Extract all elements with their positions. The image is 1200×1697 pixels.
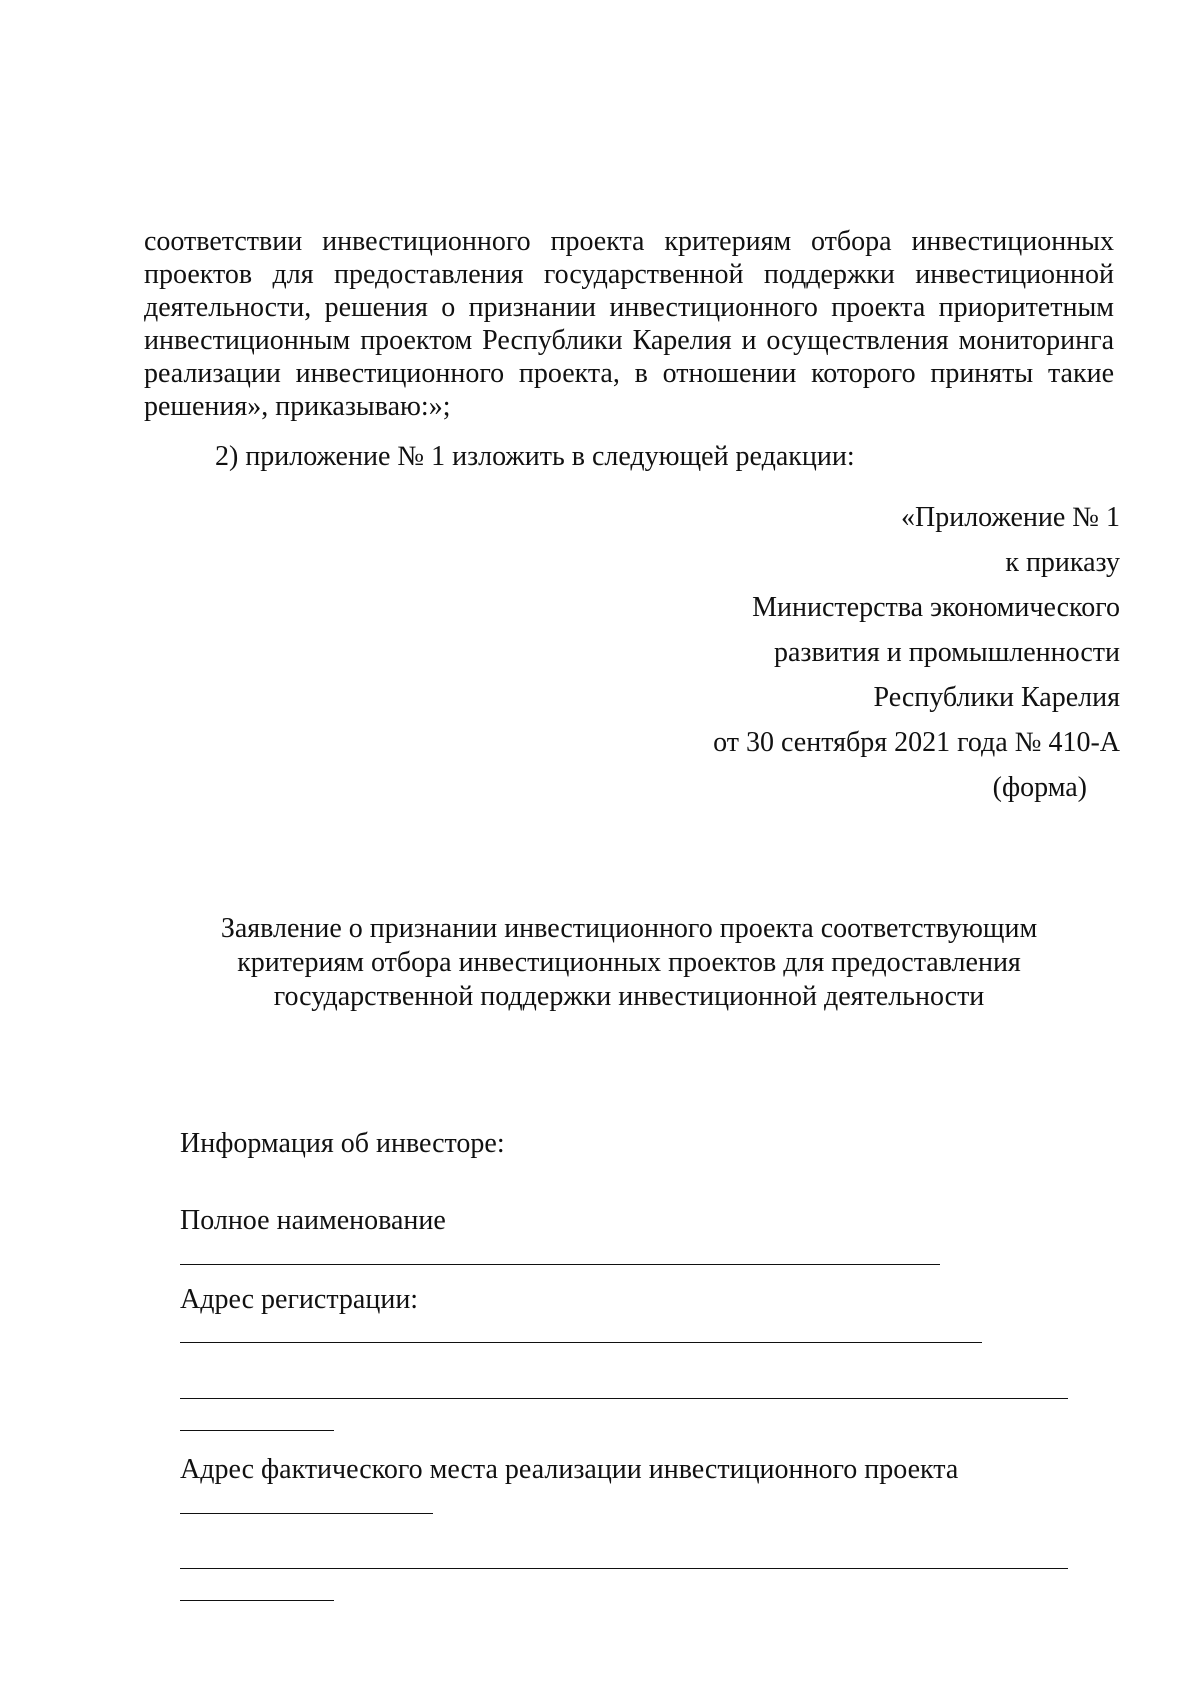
intro-paragraph: соответствии инвестиционного проекта критериям отбора инвестиционных проектов для предоставления государственной поддержки инвестиционной деятельности, решения о признании инвестиционного проекта приоритетным инвестиционным проектом Республики Карелия и осуществления мониторинга реализации инвестиционного проекта, в отношении которого приняты такие решения», приказываю:»; <box>144 226 1114 422</box>
appendix-line: Республики Карелия <box>873 682 1120 713</box>
actual-address-line-2[interactable] <box>180 1568 1068 1569</box>
appendix-header <box>713 495 1120 765</box>
form-title-line: государственной поддержки инвестиционной деятельности <box>273 981 985 1012</box>
full-name-line[interactable] <box>180 1264 940 1265</box>
reg-address-label: Адрес регистрации: <box>180 1284 419 1315</box>
reg-address-line-3[interactable] <box>180 1430 334 1431</box>
reg-address-line-2[interactable] <box>180 1398 1068 1399</box>
appendix-line: Министерства экономического <box>752 592 1120 623</box>
actual-address-line-1[interactable] <box>180 1513 433 1514</box>
reg-address-line-1[interactable] <box>180 1342 982 1343</box>
actual-address-label: Адрес фактического места реализации инвестиционного проекта <box>180 1454 959 1485</box>
appendix-line: развития и промышленности <box>773 637 1120 668</box>
amendment-item: 2) приложение № 1 изложить в следующей редакции: <box>215 441 855 472</box>
form-title-line: Заявление о признании инвестиционного проекта соответствующим <box>220 913 1038 944</box>
appendix-line: к приказу <box>1005 547 1120 578</box>
full-name-label: Полное наименование <box>180 1205 446 1236</box>
form-title <box>144 912 1114 1014</box>
appendix-line: от 30 сентября 2021 года № 410-А <box>713 727 1120 758</box>
form-title-line: критериям отбора инвестиционных проектов для предоставления <box>237 947 1021 978</box>
appendix-line: «Приложение № 1 <box>901 502 1120 533</box>
form-note: (форма) <box>992 772 1087 803</box>
investor-info-label: Информация об инвесторе: <box>180 1128 505 1159</box>
actual-address-line-3[interactable] <box>180 1600 334 1601</box>
